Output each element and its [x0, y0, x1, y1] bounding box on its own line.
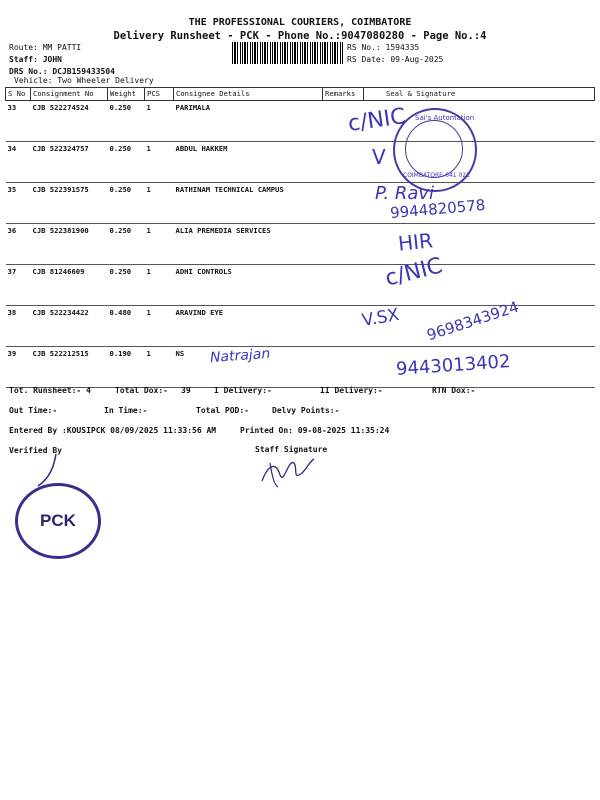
row-remarks [323, 224, 364, 265]
row-sno: 37 [6, 265, 31, 306]
row-sno: 33 [6, 101, 31, 142]
rs-date: RS Date: 09-Aug-2025 [347, 55, 444, 64]
handwriting-r35-phone: 9944820578 [389, 195, 487, 223]
handwriting-r36: HIR [396, 228, 435, 256]
staff-label: Staff: JOHN [9, 55, 62, 64]
row-consignment: CJB 522234422 [31, 306, 108, 347]
row-consignee: NS [174, 347, 323, 388]
row-consignment: CJB 522381900 [31, 224, 108, 265]
col-consignment: Consignment No [31, 88, 108, 101]
row-remarks [323, 183, 364, 224]
col-seal-signature: Seal & Signature [364, 88, 595, 101]
col-sno: S No [6, 88, 31, 101]
row-remarks [323, 306, 364, 347]
ii-delivery-label: II Delivery:- [320, 386, 383, 395]
staff-signature-label: Staff Signature [255, 445, 328, 454]
staff-signature-scribble [258, 455, 318, 489]
col-weight: Weight [108, 88, 145, 101]
in-time-label: In Time:- [104, 406, 148, 415]
col-pcs: PCS [145, 88, 174, 101]
table-row [6, 183, 595, 224]
row-pcs: 1 [145, 224, 174, 265]
table-row [6, 142, 595, 183]
row-consignee: ALIA PREMEDIA SERVICES [174, 224, 323, 265]
row-pcs: 1 [145, 101, 174, 142]
entered-by: Entered By :KOUSIPCK 08/09/2025 11:33:56 AM [9, 426, 217, 435]
total-pod-label: Total POD:- [196, 406, 249, 415]
row-sno: 36 [6, 224, 31, 265]
total-dox-label: Total Dox:- [115, 386, 168, 395]
row-remarks [323, 347, 364, 388]
row-weight: 0.250 [108, 265, 145, 306]
row-consignee: ADHI CONTROLS [174, 265, 323, 306]
out-time-label: Out Time:- [9, 406, 58, 415]
row-sno: 34 [6, 142, 31, 183]
i-delivery-label: I Delivery:- [214, 386, 272, 395]
row-weight: 0.250 [108, 101, 145, 142]
row-pcs: 1 [145, 347, 174, 388]
handwriting-r38-phone: 9698343924 [424, 297, 521, 345]
barcode [232, 42, 344, 64]
runsheet-table [5, 87, 595, 388]
printed-on: Printed On: 09-08-2025 11:35:24 [240, 426, 390, 435]
total-dox-value: 39 [181, 386, 191, 395]
row-pcs: 1 [145, 142, 174, 183]
row-consignee: PARIMALA [174, 101, 323, 142]
handwriting-r33: c/NIC [346, 104, 408, 137]
row-sno: 35 [6, 183, 31, 224]
row-weight: 0.480 [108, 306, 145, 347]
seal-inner-ring [405, 120, 463, 178]
row-weight: 0.250 [108, 224, 145, 265]
row-consignee: ABDUL HAKKEM [174, 142, 323, 183]
seal-top-text: Sai's Automation [415, 114, 475, 122]
handwriting-r39-phone: 9443013402 [395, 351, 512, 380]
handwriting-r38-signature: V.SX [360, 304, 401, 332]
row-consignment: CJB 522212515 [31, 347, 108, 388]
row-weight: 0.250 [108, 142, 145, 183]
table-row [6, 224, 595, 265]
row-pcs: 1 [145, 183, 174, 224]
vehicle-label: Vehicle: Two Wheeler Delivery [14, 76, 154, 85]
total-runsheet: Tot. Runsheet:- 4 [9, 386, 91, 395]
table-row [6, 265, 595, 306]
row-pcs: 1 [145, 306, 174, 347]
row-consignee: ARAVIND EYE [174, 306, 323, 347]
table-row [6, 101, 595, 142]
handwriting-r35-signature: P. Ravi [375, 183, 435, 204]
verified-by-label: Verified By [9, 446, 62, 455]
row-consignment: CJB 522274524 [31, 101, 108, 142]
row-sno: 38 [6, 306, 31, 347]
rtn-dox-label: RTN Dox:- [432, 386, 476, 395]
row-consignment: CJB 81246609 [31, 265, 108, 306]
row-consignment: CJB 522324757 [31, 142, 108, 183]
runsheet-title: Delivery Runsheet - PCK - Phone No.:9047080280 - Page No.:4 [113, 30, 487, 42]
row-pcs: 1 [145, 265, 174, 306]
row-sno: 39 [6, 347, 31, 388]
col-consignee: Consignee Details [174, 88, 323, 101]
pck-stamp: PCK [15, 483, 101, 559]
drs-number: DRS No.: DCJB159433504 [9, 67, 115, 76]
delivery-points-label: Delvy Points:- [272, 406, 340, 415]
row-weight: 0.250 [108, 183, 145, 224]
row-remarks [323, 142, 364, 183]
handwriting-r39-name: Natrajan [209, 345, 271, 367]
handwriting-r37: c/NIC [382, 253, 445, 292]
col-remarks: Remarks [323, 88, 364, 101]
table-header-row [6, 88, 595, 101]
company-title: THE PROFESSIONAL COURIERS, COIMBATORE [188, 17, 412, 28]
row-weight: 0.190 [108, 347, 145, 388]
handwriting-r34: V [372, 145, 386, 169]
row-consignee: RATHINAM TECHNICAL CAMPUS [174, 183, 323, 224]
row-consignment: CJB 522391575 [31, 183, 108, 224]
seal-bottom-text: COIMBATORE-641 021 [403, 172, 470, 179]
route-label: Route: MM PATTI [9, 43, 82, 52]
rs-number: RS No.: 1594335 [347, 43, 420, 52]
row-remarks [323, 265, 364, 306]
